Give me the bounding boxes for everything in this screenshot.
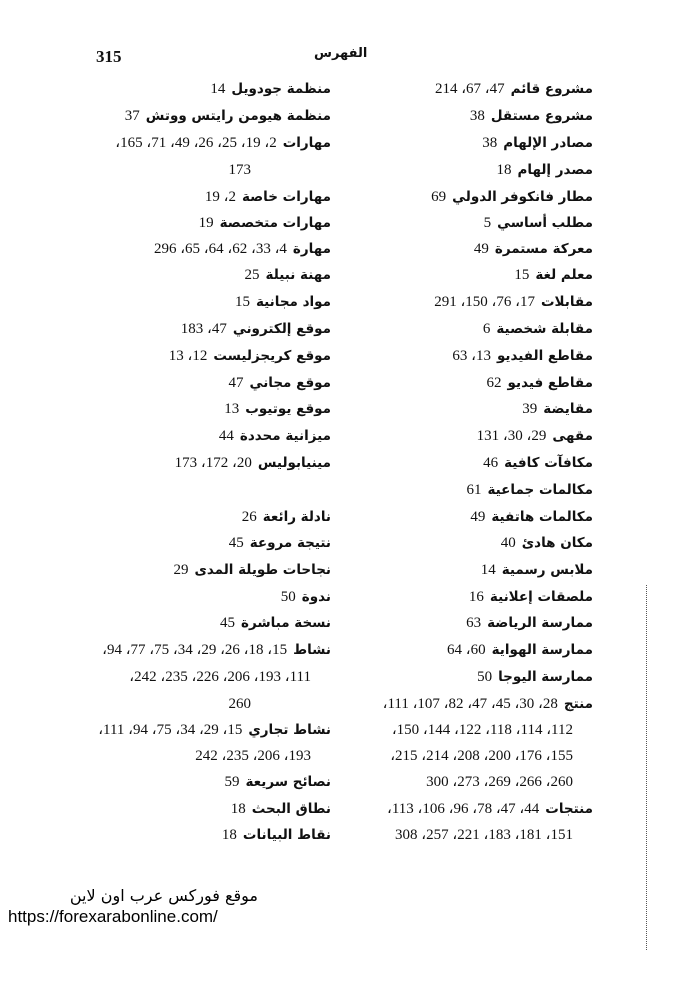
index-page-refs: 14 (480, 562, 496, 578)
watermark-url[interactable]: https://forexarabonline.com/ (8, 907, 218, 926)
index-page-refs: 47، 183 (180, 321, 227, 337)
index-entry (484, 214, 593, 232)
index-term: نطاق البحث (251, 801, 331, 817)
index-entry (224, 400, 331, 418)
index-page-refs: 47 (228, 375, 244, 391)
index-entry (434, 293, 593, 311)
index-term: موقع إلكتروني (232, 321, 331, 337)
index-term: موقع يوتيوب (245, 401, 331, 417)
index-page-refs: 40 (500, 535, 516, 551)
index-entry (431, 188, 593, 206)
index-page-refs: 29 (173, 562, 189, 578)
index-term: مينيابوليس (257, 455, 331, 471)
index-entry (522, 400, 593, 418)
index-page-refs: 13، 63 (452, 348, 491, 364)
index-page-refs: 12، 13 (168, 348, 208, 364)
index-entry (452, 347, 593, 365)
index-page-refs: 39 (522, 401, 538, 417)
index-term: مكالمات هاتفية (491, 509, 593, 525)
index-page-refs: 50 (477, 669, 493, 685)
index-term: مقايضة (543, 401, 593, 417)
index-page-refs: 28، 30، 45، 47، 82، 107، 111، (382, 696, 558, 712)
index-entry (115, 134, 331, 152)
index-entry (220, 614, 331, 632)
index-entry (483, 454, 593, 472)
index-page-refs: 6 (482, 321, 491, 337)
index-term: مواد مجانية (255, 294, 331, 310)
index-page-refs: 18 (221, 827, 237, 843)
index-page-refs: 5 (483, 215, 492, 231)
index-page-refs: 38 (482, 135, 498, 151)
index-term: منظمة جودويل (231, 81, 331, 97)
index-entry (477, 668, 593, 686)
index-term: نشاط تجاري (248, 722, 331, 738)
index-entry (210, 80, 331, 98)
index-entry-continuation: 260 (228, 696, 251, 712)
index-page-refs: 15، 29، 34، 75، 94، 111، (98, 722, 243, 738)
index-entry-continuation: 112، 114، 118، 122، 144، 150، (391, 722, 573, 738)
index-entry (231, 800, 331, 818)
watermark-arabic-text: موقع فوركس عرب اون لاين (69, 886, 258, 905)
index-page-refs: 13 (224, 401, 240, 417)
index-term: مكان هادئ (521, 535, 593, 551)
index-entry (470, 508, 593, 526)
index-entry (219, 427, 331, 445)
scan-edge-line (646, 585, 647, 950)
watermark (8, 886, 308, 927)
index-entry (102, 641, 331, 659)
index-term: مقهى (552, 428, 593, 444)
index-page-refs: 62 (486, 375, 502, 391)
index-page-refs: 25 (244, 267, 260, 283)
page-number: 315 (96, 47, 122, 66)
index-term: مقابلات (540, 294, 593, 310)
index-page-refs: 63 (466, 615, 482, 631)
index-entry (229, 534, 331, 552)
index-term: مطلب أساسي (497, 215, 593, 231)
index-page-refs: 15، 18، 26، 29، 34، 75، 77، 94، (102, 642, 288, 658)
index-term: ميزانية محددة (239, 428, 331, 444)
index-term: مهارة (292, 241, 331, 257)
index-entry (481, 561, 593, 579)
index-term: مصادر الإلهام (503, 135, 593, 151)
index-entry (474, 240, 593, 258)
index-entry (154, 240, 331, 258)
index-page-refs: 45 (228, 535, 244, 551)
index-entry-continuation: 193، 206، 235، 242 (195, 748, 311, 764)
index-term: مقاطع الفيديو (496, 348, 593, 364)
index-page-refs: 69 (431, 189, 447, 205)
index-term: مشروع مستقل (490, 108, 593, 124)
index-term: ممارسة الهواية (491, 642, 593, 658)
index-entry-continuation: 111، 193، 206، 226، 235، 242، (129, 669, 311, 685)
index-entry (169, 347, 331, 365)
index-entry (482, 134, 593, 152)
index-page-refs: 4، 33، 62، 64، 65، 296 (153, 241, 287, 257)
index-term: ندوة (301, 589, 331, 605)
index-entry (245, 266, 331, 284)
index-page-refs: 19 (198, 215, 214, 231)
index-page-refs: 26 (241, 509, 257, 525)
index-entry (496, 161, 593, 179)
index-entry (383, 695, 593, 713)
index-entry (514, 266, 593, 284)
index-entry (229, 374, 331, 392)
index-page-refs: 37 (124, 108, 140, 124)
index-entry (483, 320, 593, 338)
index-entry (466, 614, 593, 632)
index-term: معلم لغة (535, 267, 593, 283)
index-entry-continuation: 155، 176، 200، 208، 214، 215، (390, 748, 573, 764)
index-term: مهارات (282, 135, 331, 151)
index-entry-continuation: 260، 266، 269، 273، 300 (426, 774, 573, 790)
index-page-refs: 49 (470, 509, 486, 525)
index-page-refs: 2، 19، 25، 26، 49، 71، 165، (115, 135, 277, 151)
index-term: مصدر إلهام (517, 162, 593, 178)
index-page-refs: 60، 64 (447, 642, 486, 658)
index-entry (447, 641, 593, 659)
index-entry (175, 454, 331, 472)
index-page-refs: 61 (466, 482, 482, 498)
index-page-refs: 2، 19 (204, 189, 236, 205)
index-term: منتج (563, 696, 593, 712)
index-entry (225, 773, 332, 791)
index-page-refs: 17، 76، 150، 291 (434, 294, 535, 310)
index-term: نجاحات طويلة المدى (194, 562, 331, 578)
index-entry-continuation: 151، 181، 183، 221، 257، 308 (395, 827, 573, 843)
index-page-refs: 49 (473, 241, 489, 257)
index-term: مقابلة شخصية (496, 321, 593, 337)
index-page-refs: 18 (496, 162, 512, 178)
index-entry-continuation: 173 (228, 162, 251, 178)
index-page-refs: 47، 67، 214 (434, 81, 505, 97)
running-title: الفهرس (314, 46, 368, 61)
index-page-refs: 45 (219, 615, 235, 631)
index-entry (181, 320, 331, 338)
index-term: نتيجة مروعة (249, 535, 331, 551)
index-page-refs: 59 (224, 774, 240, 790)
index-entry (477, 427, 593, 445)
index-entry (125, 107, 331, 125)
index-term: نسخة مباشرة (240, 615, 331, 631)
index-page-refs: 14 (210, 81, 226, 97)
index-term: مكافآت كافية (504, 455, 593, 471)
index-entry (199, 214, 331, 232)
index-entry (469, 588, 593, 606)
index-page-refs: 44، 47، 78، 96، 106، 113، (386, 801, 540, 817)
index-term: مقاطع فيديو (507, 375, 593, 391)
index-term: نادلة رائعة (262, 509, 331, 525)
index-entry (235, 293, 331, 311)
index-page-refs: 50 (280, 589, 296, 605)
index-term: مهارات متخصصة (219, 215, 331, 231)
index-page-refs: 44 (218, 428, 234, 444)
index-entry (435, 80, 593, 98)
index-entry (466, 481, 593, 499)
index-page-refs: 18 (230, 801, 246, 817)
index-term: ممارسة الرياضة (487, 615, 593, 631)
index-page-refs: 46 (483, 455, 499, 471)
index-entry (222, 826, 331, 844)
index-term: ملابس رسمية (501, 562, 593, 578)
index-term: نشاط (293, 642, 331, 658)
index-entry (281, 588, 331, 606)
index-term: نقاط البيانات (242, 827, 331, 843)
index-term: مهارات خاصة (241, 189, 331, 205)
index-entry (242, 508, 331, 526)
index-page-refs: 38 (469, 108, 485, 124)
index-term: منظمة هيومن رايتس ووتش (145, 108, 331, 124)
index-term: ممارسة اليوجا (498, 669, 593, 685)
index-entry (174, 561, 332, 579)
index-term: مشروع قائم (510, 81, 593, 97)
index-page-refs: 20، 172، 173 (174, 455, 252, 471)
index-term: موقع مجاني (249, 375, 331, 391)
index-page-refs: 15 (234, 294, 250, 310)
index-term: معركة مستمرة (494, 241, 593, 257)
index-entry (501, 534, 593, 552)
index-page-refs: 15 (514, 267, 530, 283)
index-entry (487, 374, 593, 392)
index-term: نصائح سريعة (245, 774, 331, 790)
index-page-refs: 29، 30، 131 (476, 428, 547, 444)
index-page-refs: 16 (468, 589, 484, 605)
index-entry (205, 188, 331, 206)
index-term: مكالمات جماعية (487, 482, 593, 498)
index-entry (98, 721, 331, 739)
index-term: ملصقات إعلانية (489, 589, 593, 605)
index-term: مهنة نبيلة (265, 267, 331, 283)
index-term: موقع كريجزليست (213, 348, 331, 364)
index-term: منتجات (545, 801, 593, 817)
index-term: مطار فانكوفر الدولي (452, 189, 593, 205)
index-entry (470, 107, 593, 125)
index-entry (387, 800, 593, 818)
